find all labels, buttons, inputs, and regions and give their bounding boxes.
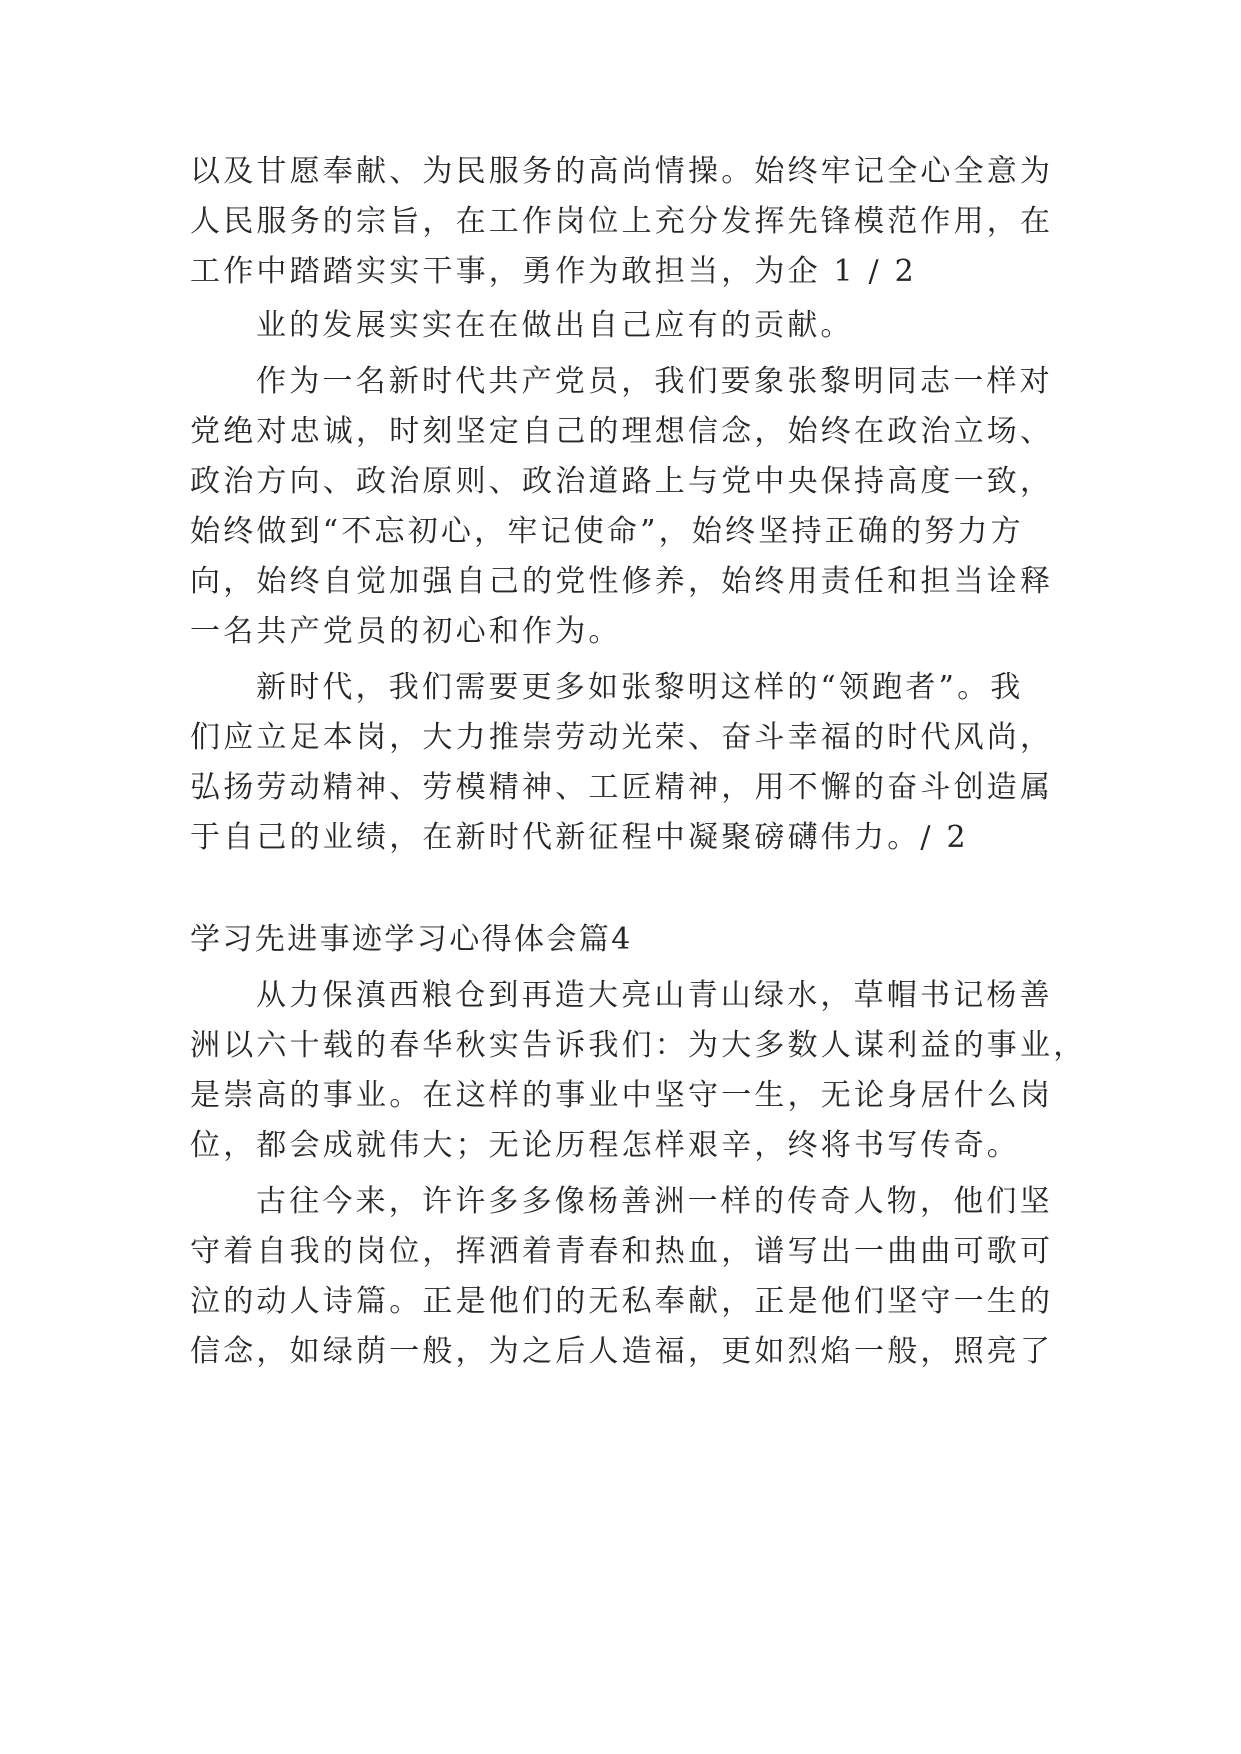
text-line: 以及甘愿奉献、为民服务的高尚情操。始终牢记全心全意为 <box>190 154 1054 189</box>
text-line: 向，始终自觉加强自己的党性修养，始终用责任和担当诠释 <box>190 564 1054 599</box>
text-line: 洲以六十载的春华秋实告诉我们：为大多数人谋利益的事业， <box>190 1028 1087 1063</box>
text-line: 业的发展实实在在做出自己应有的贡献。 <box>256 308 854 343</box>
text-line: 工作中踏踏实实干事，勇作为敢担当，为企 1 / 2 <box>190 254 917 289</box>
text-line: 守着自我的岗位，挥洒着青春和热血，谱写出一曲曲可歌可 <box>190 1234 1054 1269</box>
text-line: 政治方向、政治原则、政治道路上与党中央保持高度一致， <box>190 464 1054 499</box>
text-line: 信念，如绿荫一般，为之后人造福，更如烈焰一般，照亮了 <box>190 1334 1054 1369</box>
text-line: 始终做到“不忘初心，牢记使命”，始终坚持正确的努力方 <box>190 514 1024 549</box>
text-line: 是崇高的事业。在这样的事业中坚守一生，无论身居什么岗 <box>190 1078 1054 1113</box>
text-line: 从力保滇西粮仓到再造大亮山青山绿水，草帽书记杨善 <box>256 978 1053 1013</box>
section-title: 学习先进事迹学习心得体会篇4 <box>190 922 633 957</box>
text-line: 作为一名新时代共产党员，我们要象张黎明同志一样对 <box>256 364 1053 399</box>
text-line: 人民服务的宗旨，在工作岗位上充分发挥先锋模范作用，在 <box>190 204 1054 239</box>
text-line: 于自己的业绩，在新时代新征程中凝聚磅礴伟力。/ 2 <box>190 820 969 855</box>
text-line: 们应立足本岗，大力推崇劳动光荣、奋斗幸福的时代风尚， <box>190 720 1054 755</box>
text-line: 党绝对忠诚，时刻坚定自己的理想信念，始终在政治立场、 <box>190 414 1054 449</box>
text-line: 泣的动人诗篇。正是他们的无私奉献，正是他们坚守一生的 <box>190 1284 1054 1319</box>
text-line: 一名共产党员的初心和作为。 <box>190 614 622 649</box>
text-line: 古往今来，许许多多像杨善洲一样的传奇人物，他们坚 <box>256 1184 1053 1219</box>
text-line: 新时代，我们需要更多如张黎明这样的“领跑者”。我 <box>256 670 1024 705</box>
text-line: 位，都会成就伟大；无论历程怎样艰辛，终将书写传奇。 <box>190 1128 1020 1163</box>
text-line: 弘扬劳动精神、劳模精神、工匠精神，用不懈的奋斗创造属 <box>190 770 1054 805</box>
